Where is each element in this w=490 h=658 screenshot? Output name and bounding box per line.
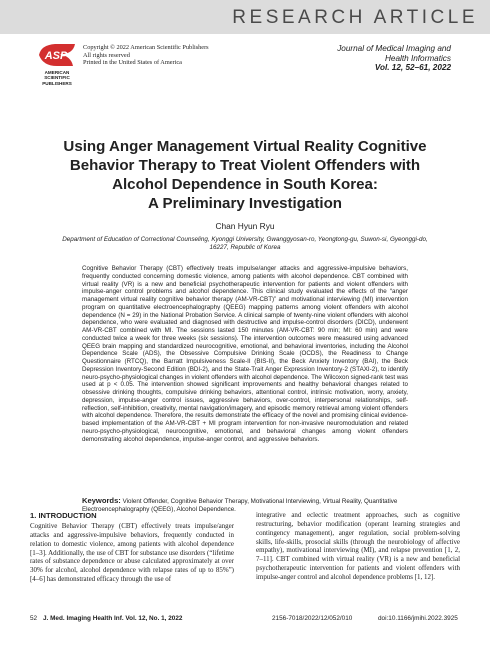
copyright-line: All rights reserved	[83, 51, 130, 59]
copyright-line: Printed in the United States of America	[83, 59, 182, 66]
publisher-name	[37, 70, 77, 86]
abstract: Cognitive Behavior Therapy (CBT) effectively treats impulse/anger attacks and aggressive-impulsive behaviors, frequently conducted concerning domestic violence, among patients with alcohol dependence. CBT combined with virtual reality (VR) is a new and beneficial psychotherapeutic intervention for patients and violent offenders with impulse-anger control problems and alcohol dependence. This clinical study evaluated the effects of the “anger management virtual reality cognitive behavior therapy (AM-VR-CBT)” and motivational interviewing (MI) intervention program on quantitative electroencephalography (QEEG) mapping patterns among violent offenders with alcohol dependence (N = 29) in the National Probation Service. A clinical sample of twenty-nine violent offenders with alcohol dependence, who were evaluated and diagnosed with destructive and impulse-control disorders (DICD), underwent AM-VR-CBT combined with MI. The sessions lasted 150 minutes (AM-VR-CBT: 90 min; MI: 60 min) and were conducted twice a week for three weeks (six sessions). The intervention outcomes were measured using advanced QEEG brain mapping and standardized neurocognitive, emotional, and behavioral inventories, including the Alcohol Dependence Scale (ADS), the Obsessive Compulsive Drinking Scale (OCDS), the Readiness to Change Questionnaire (RTCQ), the Barratt Impulsiveness Scale-II (BIS-II), the Beck Anxiety Inventory (BAI), the Beck Depression Inventory-Second Edition (BDI-2), and the State-Trait Anger Expression Inventory-2 (STAXI-2), to identify neuro-psycho-physiological changes in violent offenders with alcohol dependence. The Wilcoxon signed-rank test was used at p < 0.05. The intervention showed significant improvements and healthy behavioral changes related to obsessive drinking thoughts, compulsive drinking behaviors, attentional control, intrinsic motivation, worry, anxiety, depression, impulse-anger control issues, aggressive behaviors, over-control, interpersonal relationships, self-reflection, self-inhibition, creativity, mental navigation/imagery, and episodic memory retrieval among violent offenders with alcohol dependence. Therefore, the results demonstrate the efficacy of the novel and promising clinical evidence-based implementation of the AM-VR-CBT + MI program intervention for non-invasive neuromodulation and related neuro-psycho-physiological, neurocognitive, emotional, and behavioral changes among violent offenders demonstrating alcohol dependence, impulse-anger control, and aggressive behaviors.	[82, 265, 409, 443]
journal-issue: J. Med. Imaging Health Inf. Vol. 12, No. 1, 2022	[43, 615, 183, 622]
journal-name: Journal of Medical Imaging and	[337, 44, 451, 53]
copyright-line: Copyright © 2022 American Scientific Publishers	[83, 44, 209, 51]
article-type-label: RESEARCH ARTICLE	[232, 7, 478, 28]
affiliation-line: Department of Education of Correctional Counseling, Kyonggi University, Gwanggyosan-ro, Yeongtong-gu, Suwon-si, Gyeonggi-do,	[62, 236, 428, 243]
publisher-name-line: SCIENTIFIC	[44, 75, 70, 81]
body-column-right: integrative and eclectic treatment approaches, such as cognitive restructuring, behavior modification (operant learning strategies and contingency management), anger regulation, social problem-solving skills, life-skills, prosocial skills (through the neurobiology of affective empathy), motivational interviewing (MI), and relapse prevention [1, 2, 7–11]. CBT combined with virtual reality (VR) is a new and beneficial psychotherapeutic intervention for patients and violent offenders with impulse-anger control and alcohol dependence problems [1, 12].	[256, 511, 460, 581]
publisher-name-line: PUBLISHERS	[42, 80, 72, 86]
journal-name: Health Informatics	[385, 53, 451, 63]
article-type-banner	[0, 0, 490, 34]
journal-volume: Vol. 12, 52–61, 2022	[374, 63, 451, 73]
author-affiliation	[46, 236, 444, 252]
section-heading: 1. INTRODUCTION	[30, 511, 97, 520]
page-footer	[30, 615, 462, 625]
keywords-label: Keywords:	[82, 496, 121, 505]
doi: doi:10.1166/jmihi.2022.3925	[378, 615, 458, 622]
author-name: Chan Hyun Ryu	[215, 221, 275, 231]
title-line: Alcohol Dependence in South Korea:	[112, 176, 378, 193]
article-title	[30, 137, 460, 213]
issn: 2156-7018/2022/12/052/010	[272, 615, 353, 622]
publisher-name-line: AMERICAN	[44, 70, 70, 75]
page-number: 52	[30, 615, 38, 622]
journal-info	[337, 44, 451, 73]
copyright-notice	[83, 44, 209, 67]
body-column-left: Cognitive Behavior Therapy (CBT) effectively treats impulse/anger attacks and aggressive-impulsive behaviors, frequently conducted in relation to domestic violence, among patients with alcohol dependence [1–3]. Additionally, the use of CBT for substance use disorders (“lifetime rates of substance dependence or abuse calculated approximately at over 30% for alcohol, alcohol dependence with relapse rates of up to 85%”) [4–6] has demonstrated efficacy through the use of	[30, 522, 234, 584]
affiliation-line: 16227, Republic of Korea	[209, 243, 281, 251]
title-line: A Preliminary Investigation	[147, 195, 343, 212]
publisher-logo	[37, 42, 77, 86]
title-line: Using Anger Management Virtual Reality Cognitive	[63, 138, 427, 155]
logo-mark-text: ASP	[44, 50, 68, 62]
keywords-text: Violent Offender, Cognitive Behavior Therapy, Motivational Interviewing, Virtual Reality, Quantitative Electroencephalography (QEEG), Alcohol Dependence.	[82, 498, 398, 513]
title-line: Behavior Therapy to Treat Violent Offenders with	[69, 157, 421, 174]
asp-logo-icon	[37, 42, 77, 68]
